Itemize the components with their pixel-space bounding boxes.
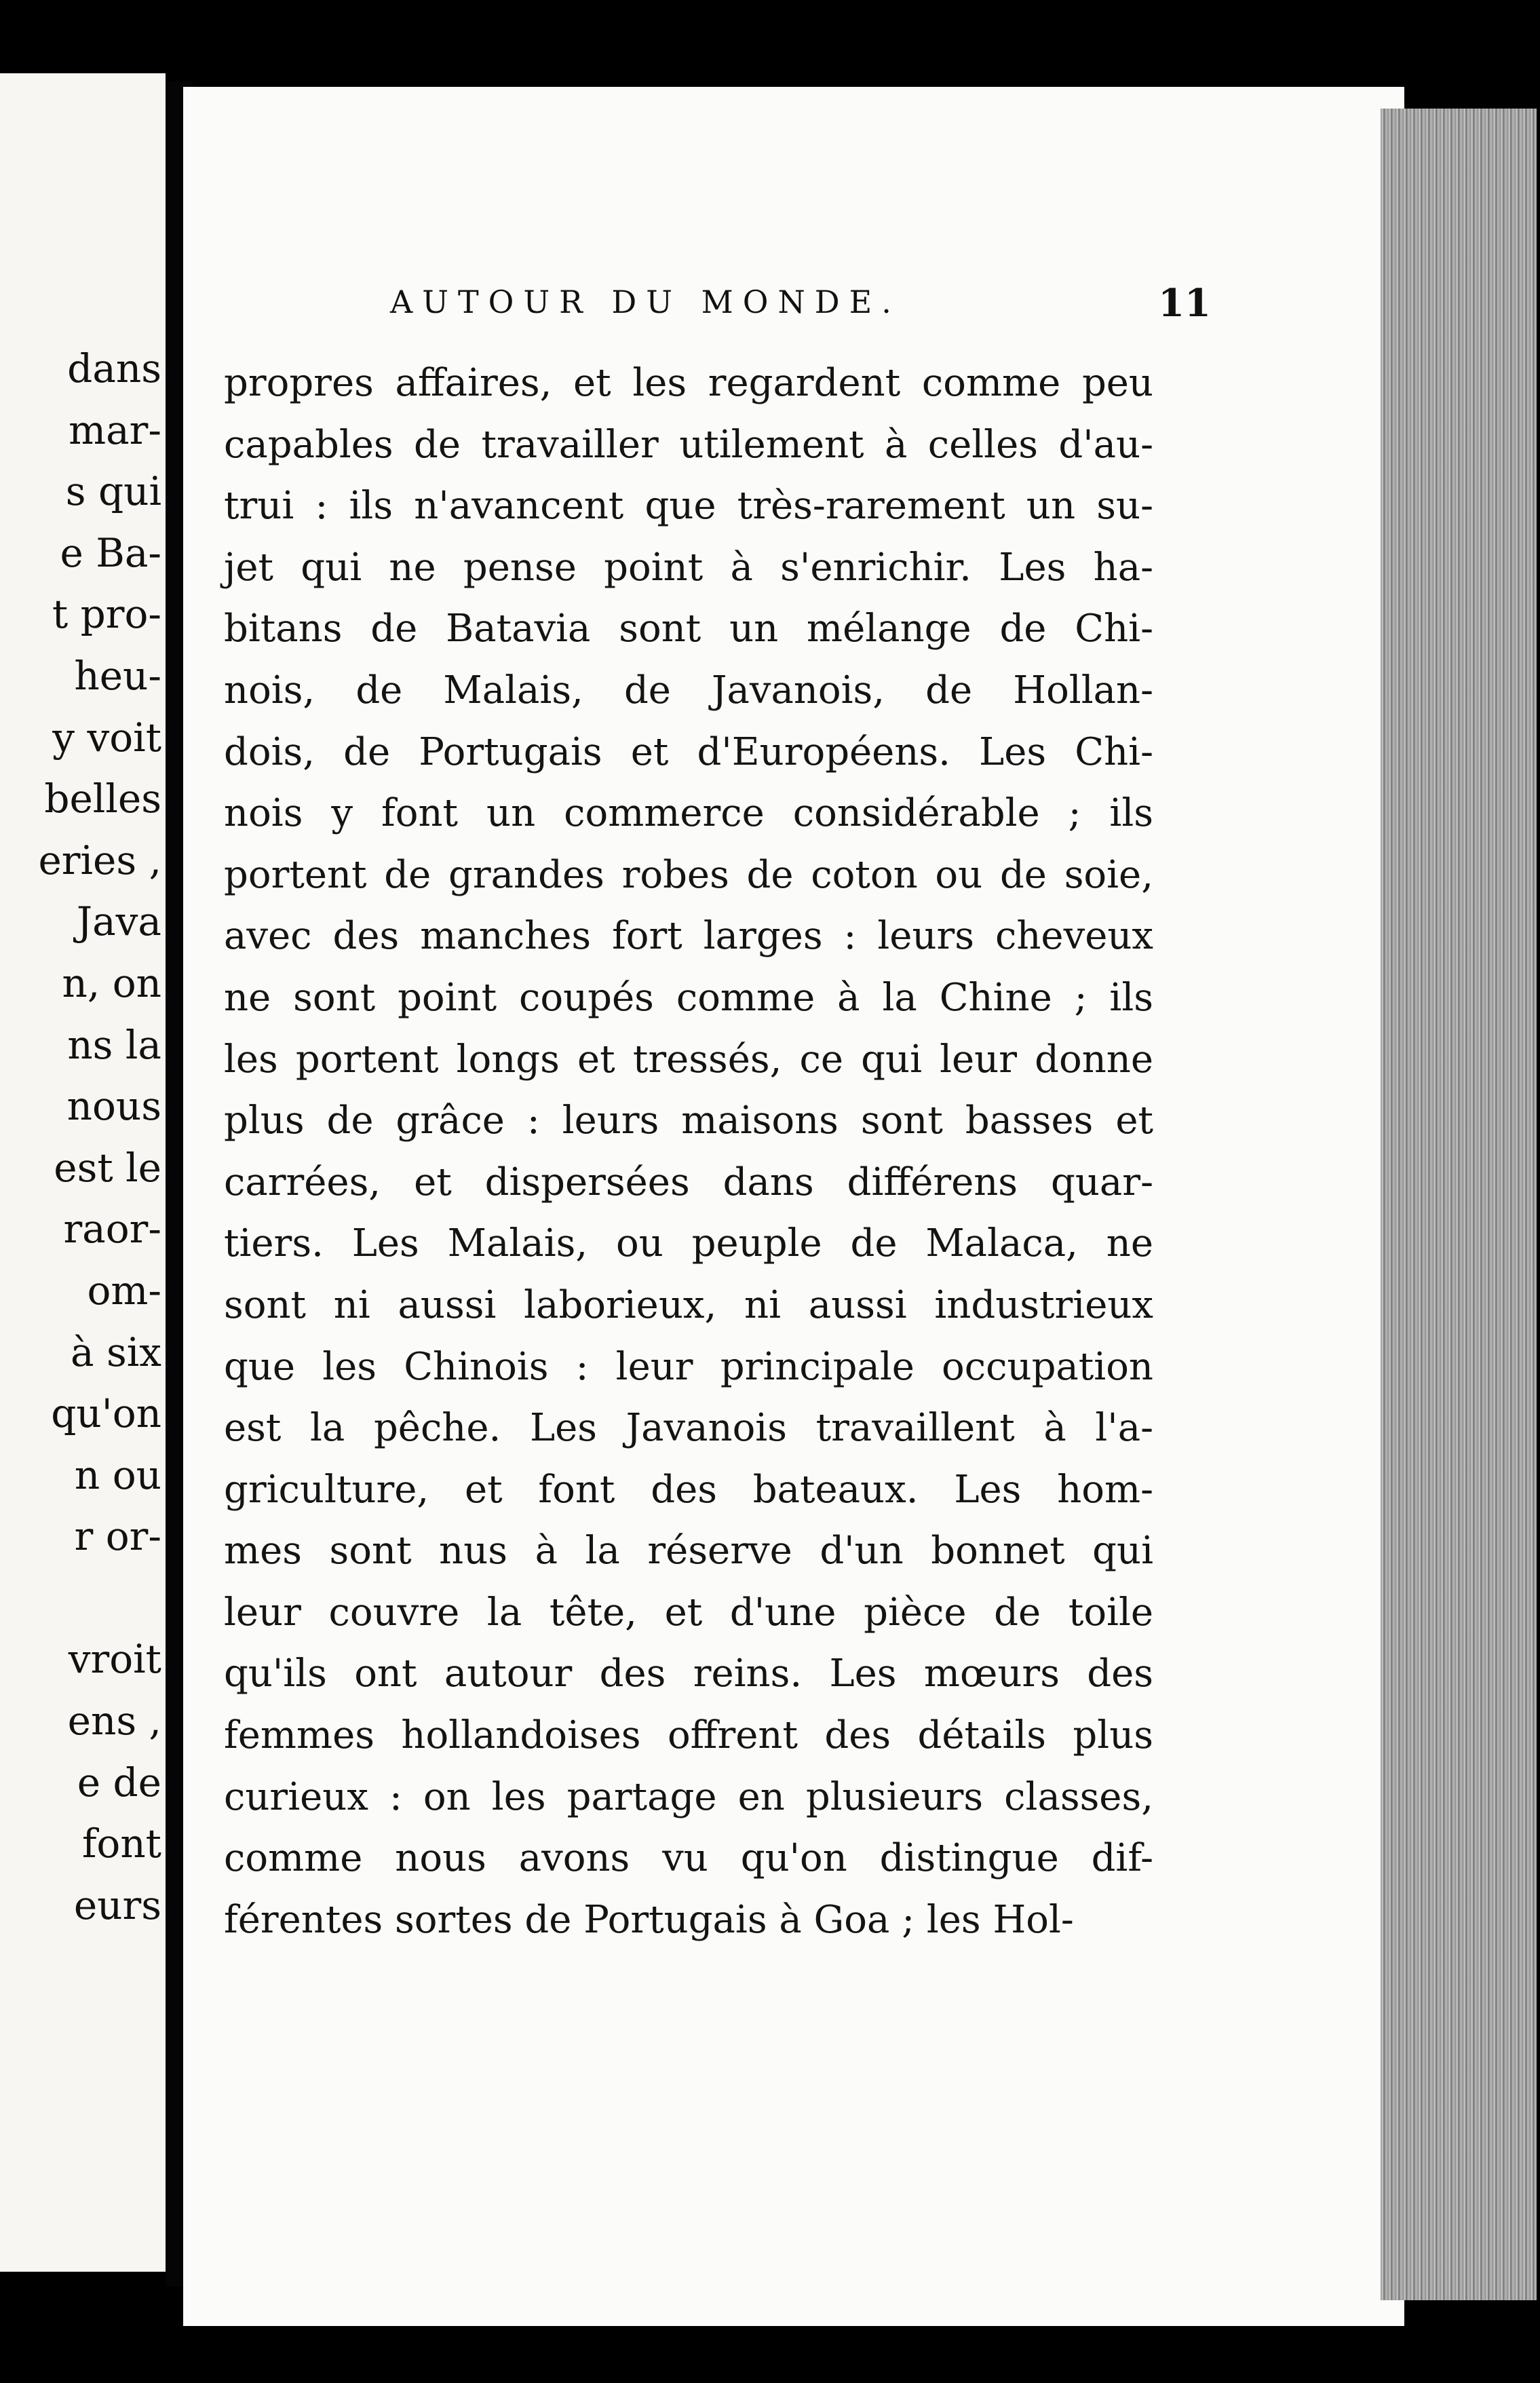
facing-line [38, 1567, 161, 1629]
text-line: curieux : on les partage en plusieurs classes, [224, 1774, 1153, 1819]
facing-line: om- [87, 1267, 161, 1314]
text-line: griculture, et font des bateaux. Les hom- [224, 1467, 1153, 1512]
text-line: tiers. Les Malais, ou peuple de Malaca, ne [224, 1221, 1153, 1266]
text-line: nois y font un commerce considérable ; ils [224, 791, 1153, 836]
facing-line: s qui [65, 468, 161, 515]
facing-line: font [81, 1820, 161, 1867]
facing-line: n ou [74, 1451, 161, 1498]
text-line: qu'ils ont autour des reins. Les mœurs des [224, 1652, 1153, 1696]
text-line: sont ni aussi laborieux, ni aussi industrieux [224, 1282, 1153, 1327]
facing-line: e de [77, 1759, 161, 1806]
facing-line: raor- [63, 1206, 161, 1253]
facing-line: y voit [52, 714, 161, 761]
text-line: ne sont point coupés comme à la Chine ; ils [224, 975, 1153, 1020]
body-text [224, 353, 1153, 1951]
running-head-title: AUTOUR DU MONDE. [390, 284, 901, 320]
text-line: femmes hollandoises offrent des détails plus [224, 1713, 1153, 1758]
facing-line: eurs [73, 1882, 161, 1928]
facing-line: est le [54, 1144, 161, 1191]
facing-page-text [38, 338, 161, 1936]
text-line: les portent longs et tressés, ce qui leur donne [224, 1037, 1153, 1082]
facing-line: Java [76, 898, 161, 945]
text-line: carrées, et dispersées dans différens quar- [224, 1160, 1153, 1204]
facing-line: qu'on [51, 1390, 161, 1437]
facing-line: ens , [67, 1698, 161, 1745]
facing-line: vroit [68, 1636, 161, 1683]
text-line: comme nous avons vu qu'on distingue dif- [224, 1836, 1153, 1881]
text-line: jet qui ne pense point à s'enrichir. Les ha- [224, 545, 1153, 590]
text-line: nois, de Malais, de Javanois, de Hollan- [224, 668, 1153, 712]
facing-line: mar- [69, 406, 161, 453]
text-line: mes sont nus à la réserve d'un bonnet qui [224, 1529, 1153, 1574]
text-line: avec des manches fort larges : leurs cheveux [224, 914, 1153, 959]
page-edges [1381, 109, 1537, 2300]
facing-line: nous [66, 1083, 161, 1130]
text-line: est la pêche. Les Javanois travaillent à l'a- [224, 1406, 1153, 1451]
facing-line: à six [70, 1329, 161, 1375]
facing-line: e Ba- [60, 529, 161, 576]
text-line: propres affaires, et les regardent comme peu [224, 361, 1153, 405]
text-line: plus de grâce : leurs maisons sont basses et [224, 1099, 1153, 1143]
facing-line: heu- [74, 652, 161, 699]
text-line: capables de travailler utilement à celles d'au- [224, 422, 1153, 467]
running-head [390, 281, 1211, 338]
facing-line: t pro- [52, 591, 161, 638]
facing-line: n, on [62, 959, 161, 1006]
text-line: que les Chinois : leur principale occupation [224, 1344, 1153, 1389]
facing-line: eries , [38, 837, 161, 883]
text-line: trui : ils n'avancent que très-rarement un su- [224, 484, 1153, 529]
facing-page-left [0, 73, 166, 2272]
facing-line: ns la [67, 1021, 161, 1068]
text-line: férentes sortes de Portugais à Goa ; les Hol- [224, 1897, 1074, 1942]
text-line: leur couvre la tête, et d'une pièce de toile [224, 1590, 1153, 1635]
facing-line: belles [44, 776, 161, 822]
facing-line: dans [67, 345, 161, 392]
text-line: portent de grandes robes de coton ou de soie, [224, 852, 1153, 897]
text-line: bitans de Batavia sont un mélange de Chi- [224, 607, 1153, 651]
page-number: 11 [1158, 281, 1211, 326]
text-line: dois, de Portugais et d'Européens. Les Chi- [224, 729, 1153, 774]
facing-line: r or- [74, 1513, 161, 1560]
